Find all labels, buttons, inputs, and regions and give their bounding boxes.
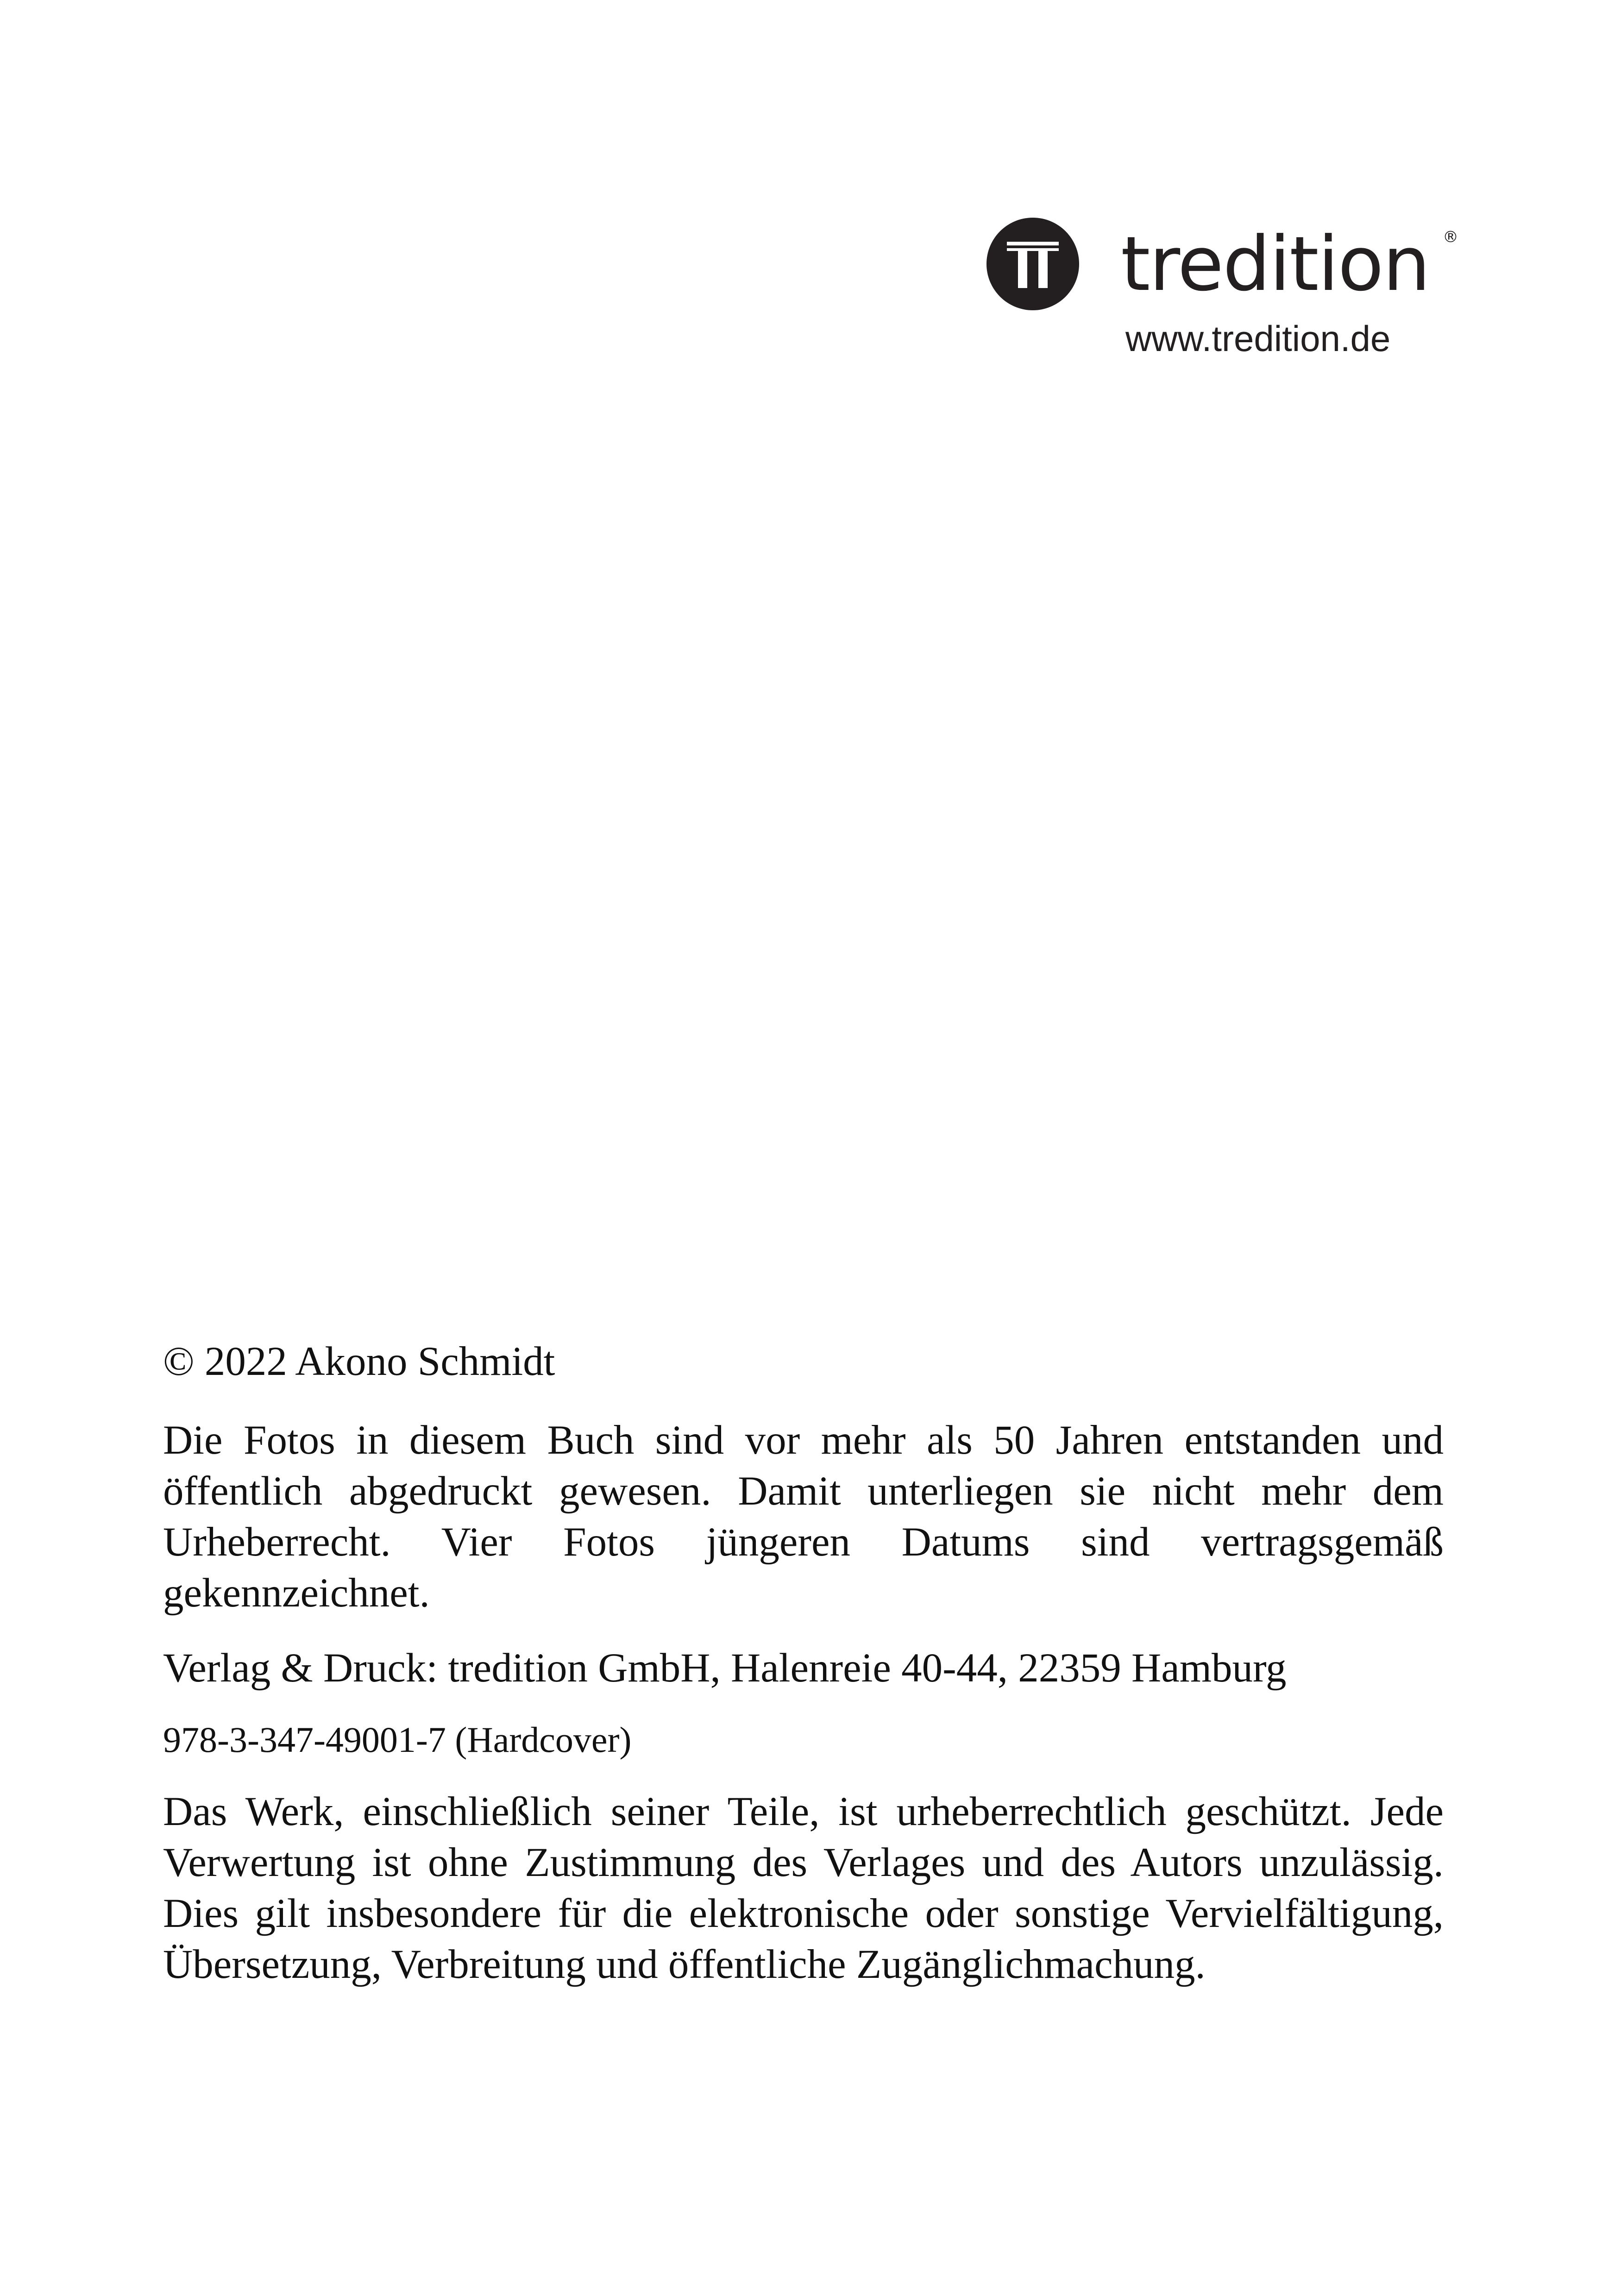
- publisher-logo: [986, 218, 1458, 366]
- imprint-text: [163, 1336, 1444, 2014]
- isbn-line: 978-3-347-49001-7 (Hardcover): [163, 1719, 632, 1760]
- photo-notice: Die Fotos in diesem Buch sind vor mehr als 50 Jahren entstanden und öffentlich abgedruckt gewesen. Damit unterliegen sie nicht mehr dem Urheberrecht. Vier Fotos jüngeren Datums sind vertragsgemäß gekennzeichnet.: [163, 1418, 1444, 1616]
- registered-mark: ®: [1443, 228, 1458, 246]
- publisher-url: www.tredition.de: [1125, 318, 1391, 359]
- publisher-wordmark: tredition: [1121, 221, 1430, 308]
- publisher-address: Verlag & Druck: tredition GmbH, Halenreie 40-44, 22359 Hamburg: [163, 1645, 1287, 1691]
- tredition-logo-icon: [986, 218, 1079, 310]
- rights-notice: Das Werk, einschließlich seiner Teile, ist urheberrechtlich geschützt. Jede Verwertung ist ohne Zustimmung des Verlages und des Autors unzulässig. Dies gilt insbesondere für die elektronische oder sonstige Vervielfältigung, Übersetzung, Verbreitung und öffentliche Zugänglichmachung.: [163, 1789, 1444, 1987]
- copyright-line: © 2022 Akono Schmidt: [163, 1339, 555, 1384]
